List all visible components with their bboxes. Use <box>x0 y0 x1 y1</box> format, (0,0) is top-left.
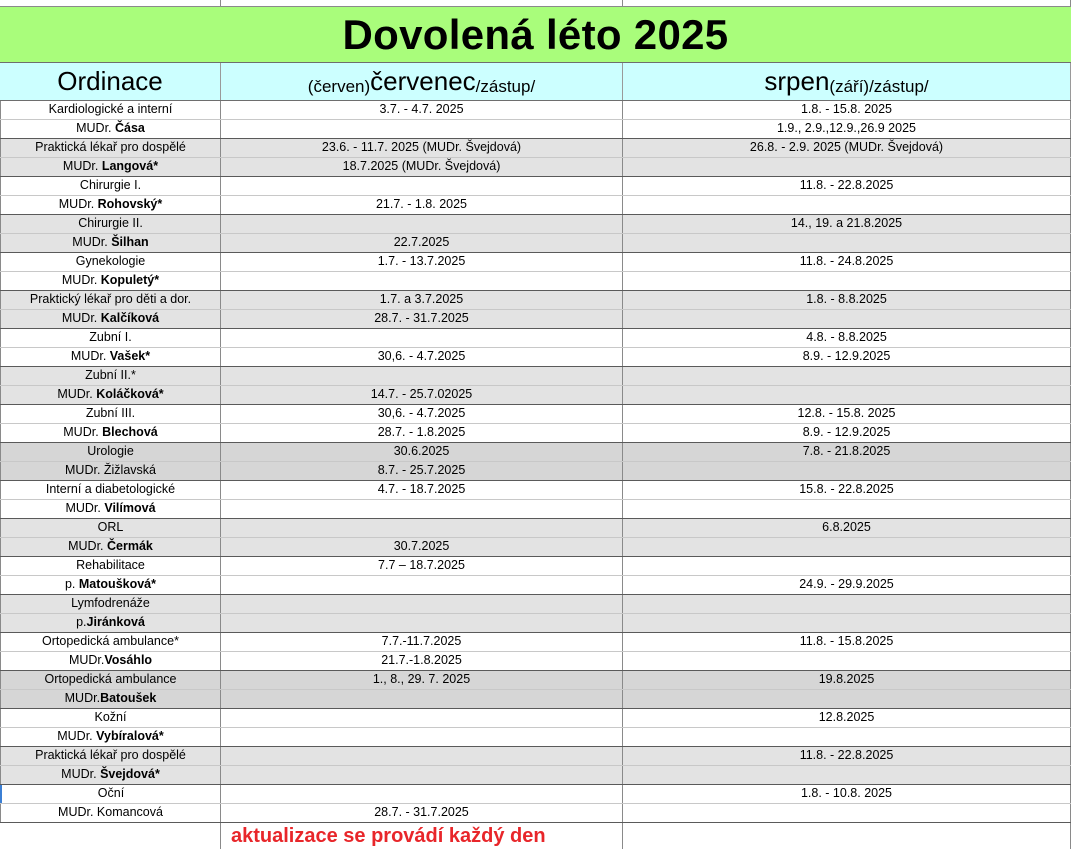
ordinace-text: MUDr. <box>76 121 115 135</box>
cell-srpen[interactable] <box>623 386 1071 404</box>
cell-srpen[interactable] <box>623 310 1071 328</box>
table-row <box>0 367 1071 386</box>
cell-ordinace[interactable] <box>0 747 221 765</box>
cell-ordinace[interactable] <box>0 234 221 252</box>
ordinace-text: Praktický lékař pro děti a dor. <box>29 292 192 306</box>
cell-ordinace[interactable] <box>0 177 221 195</box>
ordinace-text: Kardiologické a interní <box>48 102 173 116</box>
doctor-name: Švejdová* <box>100 767 160 781</box>
cell-ordinace[interactable] <box>0 557 221 575</box>
doctor-name: Vybíralová* <box>96 729 164 743</box>
cell-ordinace[interactable] <box>0 424 221 442</box>
table-row <box>0 576 1071 595</box>
table-row <box>0 158 1071 177</box>
ordinace-text: MUDr. <box>70 349 110 363</box>
ordinace-text: Praktická lékař pro dospělé <box>35 140 186 154</box>
ordinace-text: Chirurgie I. <box>79 178 142 192</box>
table-body <box>0 101 1071 823</box>
doctor-name: Čása <box>115 121 145 135</box>
cell-cervenec[interactable]: 8.7. - 25.7.2025 <box>221 462 623 480</box>
cell-ordinace[interactable] <box>0 690 221 708</box>
ordinace-text: Ortopedická ambulance* <box>42 634 179 648</box>
cell-ordinace[interactable] <box>0 310 221 328</box>
ordinace-text: MUDr. <box>64 691 101 705</box>
table-row <box>0 310 1071 329</box>
cell-cervenec[interactable] <box>221 519 623 537</box>
cell-ordinace[interactable] <box>0 443 221 461</box>
ordinace-text: MUDr. <box>61 767 101 781</box>
cell-cervenec[interactable]: 28.7. - 1.8.2025 <box>221 424 623 442</box>
cell-cervenec[interactable]: 7.7.-11.7.2025 <box>221 633 623 651</box>
header-cervenec-label: červenec <box>370 66 476 96</box>
cell-ordinace[interactable] <box>0 671 221 689</box>
cell-cervenec[interactable]: 18.7.2025 (MUDr. Švejdová) <box>221 158 623 176</box>
doctor-name: Vosáhlo <box>104 653 153 667</box>
cell-cervenec[interactable]: 30.6.2025 <box>221 443 623 461</box>
ordinace-text: MUDr. <box>57 387 97 401</box>
cell-cervenec[interactable] <box>221 595 623 613</box>
table-row <box>0 652 1071 671</box>
cell-srpen[interactable]: 11.8. - 24.8.2025 <box>623 253 1071 271</box>
cell-cervenec[interactable]: 30,6. - 4.7.2025 <box>221 405 623 423</box>
table-row <box>0 557 1071 576</box>
cell-ordinace[interactable] <box>0 462 221 480</box>
table-row <box>0 386 1071 405</box>
sheet-title[interactable]: Dovolená léto 2025 <box>0 7 1071 63</box>
table-row <box>0 405 1071 424</box>
ordinace-text: Rehabilitace <box>76 558 145 572</box>
cell-srpen[interactable] <box>623 557 1071 575</box>
ordinace-text: Zubní III. <box>85 406 136 420</box>
ordinace-text: Interní a diabetologické <box>45 482 176 496</box>
cell-ordinace[interactable] <box>0 614 221 632</box>
cell-ordinace[interactable] <box>0 348 221 366</box>
table-row <box>0 785 1071 804</box>
table-row <box>0 633 1071 652</box>
cell-cervenec[interactable] <box>221 766 623 784</box>
table-row <box>0 671 1071 690</box>
ordinace-text: Oční <box>97 786 125 800</box>
cell-srpen[interactable]: 8.9. - 12.9.2025 <box>623 348 1071 366</box>
cell-ordinace[interactable] <box>0 500 221 518</box>
cell-cervenec[interactable] <box>221 747 623 765</box>
cell-srpen[interactable] <box>623 196 1071 214</box>
cell-srpen[interactable]: 11.8. - 22.8.2025 <box>623 177 1071 195</box>
table-row <box>0 291 1071 310</box>
cell-ordinace[interactable] <box>0 120 221 138</box>
table-row <box>0 272 1071 291</box>
header-srpen[interactable] <box>623 63 1071 100</box>
update-note[interactable]: aktualizace se provádí každý den <box>221 823 623 849</box>
cell-cervenec[interactable]: 23.6. - 11.7. 2025 (MUDr. Švejdová) <box>221 139 623 157</box>
ordinace-text: MUDr. Komancová <box>58 805 163 819</box>
cell-ordinace[interactable] <box>0 405 221 423</box>
table-row <box>0 462 1071 481</box>
cell-ordinace[interactable] <box>0 272 221 290</box>
cell-srpen[interactable] <box>623 367 1071 385</box>
cell-srpen[interactable] <box>623 234 1071 252</box>
header-cerven-label: (červen) <box>307 77 371 96</box>
table-row <box>0 500 1071 519</box>
table-row <box>0 804 1071 823</box>
cell-srpen[interactable]: 12.8. - 15.8. 2025 <box>623 405 1071 423</box>
cell-ordinace[interactable] <box>0 633 221 651</box>
cell-cervenec[interactable] <box>221 728 623 746</box>
cell-ordinace[interactable] <box>0 329 221 347</box>
top-row-strip <box>0 0 1071 7</box>
ordinace-text: Lymfodrenáže <box>71 596 150 610</box>
cell-srpen[interactable] <box>623 804 1071 822</box>
ordinace-text: p. <box>64 577 79 591</box>
header-srpen-label: srpen <box>764 66 830 96</box>
cell-srpen[interactable]: 26.8. - 2.9. 2025 (MUDr. Švejdová) <box>623 139 1071 157</box>
ordinace-text: Ortopedická ambulance <box>44 672 177 686</box>
cell-ordinace[interactable] <box>0 804 221 822</box>
cell-srpen[interactable]: 15.8. - 22.8.2025 <box>623 481 1071 499</box>
table-row <box>0 234 1071 253</box>
table-row <box>0 747 1071 766</box>
ordinace-text: MUDr. <box>57 729 97 743</box>
cell-cervenec[interactable]: 28.7. - 31.7.2025 <box>221 310 623 328</box>
cell-srpen[interactable] <box>623 500 1071 518</box>
header-row <box>0 63 1071 101</box>
cell-srpen[interactable]: 1.8. - 8.8.2025 <box>623 291 1071 309</box>
ordinace-text: Zubní I. <box>89 330 132 344</box>
cell-srpen[interactable]: 11.8. - 15.8.2025 <box>623 633 1071 651</box>
cell-srpen[interactable] <box>623 728 1071 746</box>
table-row <box>0 538 1071 557</box>
cell-srpen[interactable]: 24.9. - 29.9.2025 <box>623 576 1071 594</box>
ordinace-text: p. <box>76 615 87 629</box>
ordinace-text: MUDr. <box>68 653 105 667</box>
table-row <box>0 728 1071 747</box>
ordinace-text: ORL <box>97 520 124 534</box>
ordinace-text: MUDr. <box>58 197 98 211</box>
doctor-name: Kalčíková <box>100 311 160 325</box>
doctor-name: Vilímová <box>104 501 156 515</box>
cell-cervenec[interactable] <box>221 120 623 138</box>
doctor-name: Matoušková* <box>78 577 156 591</box>
ordinace-text: MUDr. <box>65 501 105 515</box>
ordinace-text: MUDr. <box>72 235 112 249</box>
ordinace-text: Gynekologie <box>75 254 146 268</box>
cell-ordinace[interactable] <box>0 196 221 214</box>
doctor-name: Šilhan <box>111 235 149 249</box>
cell-srpen[interactable] <box>623 652 1071 670</box>
cell-srpen[interactable] <box>623 158 1071 176</box>
cell-cervenec[interactable] <box>221 367 623 385</box>
cell-cervenec[interactable]: 14.7. - 25.7.02025 <box>221 386 623 404</box>
cell-cervenec[interactable] <box>221 215 623 233</box>
cell-ordinace[interactable] <box>0 139 221 157</box>
table-row <box>0 196 1071 215</box>
cell-srpen[interactable] <box>623 462 1071 480</box>
cell-cervenec[interactable]: 1., 8., 29. 7. 2025 <box>221 671 623 689</box>
cell-cervenec[interactable]: 30.7.2025 <box>221 538 623 556</box>
cell-srpen[interactable] <box>623 272 1071 290</box>
header-ordinace-label: Ordinace <box>57 66 163 96</box>
ordinace-text: Kožní <box>94 710 127 724</box>
header-cervenec[interactable] <box>221 63 623 100</box>
doctor-name: Kopuletý* <box>100 273 160 287</box>
cell-srpen[interactable]: 1.9., 2.9.,12.9.,26.9 2025 <box>623 120 1071 138</box>
ordinace-text: MUDr. <box>62 159 102 173</box>
cell-srpen[interactable]: 1.8. - 10.8. 2025 <box>623 785 1071 803</box>
ordinace-text: MUDr. <box>61 311 101 325</box>
footer-cell[interactable] <box>623 823 1071 849</box>
cell-srpen[interactable]: 14., 19. a 21.8.2025 <box>623 215 1071 233</box>
table-row <box>0 215 1071 234</box>
doctor-name: Jiránková <box>86 615 145 629</box>
ordinace-text: MUDr. <box>63 425 103 439</box>
cell-cervenec[interactable] <box>221 614 623 632</box>
table-row <box>0 139 1071 158</box>
table-row <box>0 443 1071 462</box>
cell-cervenec[interactable]: 4.7. - 18.7.2025 <box>221 481 623 499</box>
cell-cervenec[interactable] <box>221 500 623 518</box>
doctor-name: Langová* <box>101 159 159 173</box>
cell-srpen[interactable] <box>623 766 1071 784</box>
cell-cervenec[interactable] <box>221 272 623 290</box>
cell-ordinace[interactable] <box>0 253 221 271</box>
doctor-name: Rohovský* <box>97 197 163 211</box>
cell-cervenec[interactable] <box>221 690 623 708</box>
cell-cervenec[interactable] <box>221 785 623 803</box>
cell-ordinace[interactable] <box>0 519 221 537</box>
ordinace-text: Chirurgie II. <box>78 216 143 230</box>
cell-srpen[interactable]: 19.8.2025 <box>623 671 1071 689</box>
footer-cell[interactable] <box>0 823 221 849</box>
cell-ordinace[interactable] <box>0 709 221 727</box>
cell-ordinace[interactable] <box>0 158 221 176</box>
ordinace-text: Urologie <box>87 444 134 458</box>
cell-cervenec[interactable]: 22.7.2025 <box>221 234 623 252</box>
cell-cervenec[interactable]: 30,6. - 4.7.2025 <box>221 348 623 366</box>
cell-cervenec[interactable]: 7.7 – 18.7.2025 <box>221 557 623 575</box>
table-row <box>0 329 1071 348</box>
cell-ordinace[interactable] <box>0 728 221 746</box>
cell-ordinace[interactable] <box>0 386 221 404</box>
doctor-name: Blechová <box>102 425 158 439</box>
table-row <box>0 766 1071 785</box>
doctor-name: Koláčková* <box>96 387 164 401</box>
cell-cervenec[interactable]: 21.7.-1.8.2025 <box>221 652 623 670</box>
ordinace-text: Zubní II.* <box>85 368 136 382</box>
table-row <box>0 709 1071 728</box>
cell-srpen[interactable]: 4.8. - 8.8.2025 <box>623 329 1071 347</box>
cell-ordinace[interactable] <box>0 367 221 385</box>
cell-ordinace[interactable] <box>0 291 221 309</box>
top-cell[interactable] <box>0 0 221 6</box>
table-row <box>0 120 1071 139</box>
cell-srpen[interactable] <box>623 690 1071 708</box>
cell-cervenec[interactable] <box>221 709 623 727</box>
cell-cervenec[interactable] <box>221 177 623 195</box>
ordinace-text: MUDr. <box>61 273 101 287</box>
table-row <box>0 614 1071 633</box>
ordinace-text: MUDr. <box>68 539 107 553</box>
top-cell[interactable] <box>623 0 1071 6</box>
doctor-name: Čermák <box>107 539 153 553</box>
cell-srpen[interactable]: 6.8.2025 <box>623 519 1071 537</box>
cell-srpen[interactable]: 7.8. - 21.8.2025 <box>623 443 1071 461</box>
table-row <box>0 348 1071 367</box>
footer-row <box>0 823 1071 849</box>
cell-cervenec[interactable]: 28.7. - 31.7.2025 <box>221 804 623 822</box>
top-cell[interactable] <box>221 0 623 6</box>
cell-ordinace[interactable] <box>0 215 221 233</box>
cell-srpen[interactable] <box>623 614 1071 632</box>
cell-srpen[interactable]: 1.8. - 15.8. 2025 <box>623 101 1071 119</box>
ordinace-text: MUDr. Žižlavská <box>65 463 156 477</box>
cell-ordinace[interactable] <box>0 538 221 556</box>
cell-srpen[interactable] <box>623 595 1071 613</box>
cell-ordinace[interactable] <box>0 652 221 670</box>
doctor-name: Vašek* <box>109 349 151 363</box>
table-row <box>0 101 1071 120</box>
cell-ordinace[interactable] <box>0 101 221 119</box>
cell-ordinace[interactable] <box>0 785 221 803</box>
table-row <box>0 595 1071 614</box>
cell-ordinace[interactable] <box>0 766 221 784</box>
header-zastup-label: /zástup/ <box>475 77 536 96</box>
doctor-name: Batoušek <box>100 691 157 705</box>
cell-cervenec[interactable]: 21.7. - 1.8. 2025 <box>221 196 623 214</box>
header-zari-label: (září)/zástup/ <box>829 77 929 96</box>
header-ordinace[interactable] <box>0 63 221 100</box>
cell-cervenec[interactable] <box>221 576 623 594</box>
table-row <box>0 690 1071 709</box>
cell-cervenec[interactable]: 3.7. - 4.7. 2025 <box>221 101 623 119</box>
cell-ordinace[interactable] <box>0 595 221 613</box>
cell-srpen[interactable] <box>623 538 1071 556</box>
cell-srpen[interactable]: 11.8. - 22.8.2025 <box>623 747 1071 765</box>
cell-cervenec[interactable] <box>221 329 623 347</box>
table-row <box>0 253 1071 272</box>
cell-srpen[interactable]: 8.9. - 12.9.2025 <box>623 424 1071 442</box>
table-row <box>0 424 1071 443</box>
cell-cervenec[interactable]: 1.7. a 3.7.2025 <box>221 291 623 309</box>
ordinace-text: Praktická lékař pro dospělé <box>35 748 186 762</box>
cell-srpen[interactable]: 12.8.2025 <box>623 709 1071 727</box>
cell-ordinace[interactable] <box>0 481 221 499</box>
table-row <box>0 519 1071 538</box>
cell-cervenec[interactable]: 1.7. - 13.7.2025 <box>221 253 623 271</box>
table-row <box>0 481 1071 500</box>
cell-ordinace[interactable] <box>0 576 221 594</box>
table-row <box>0 177 1071 196</box>
